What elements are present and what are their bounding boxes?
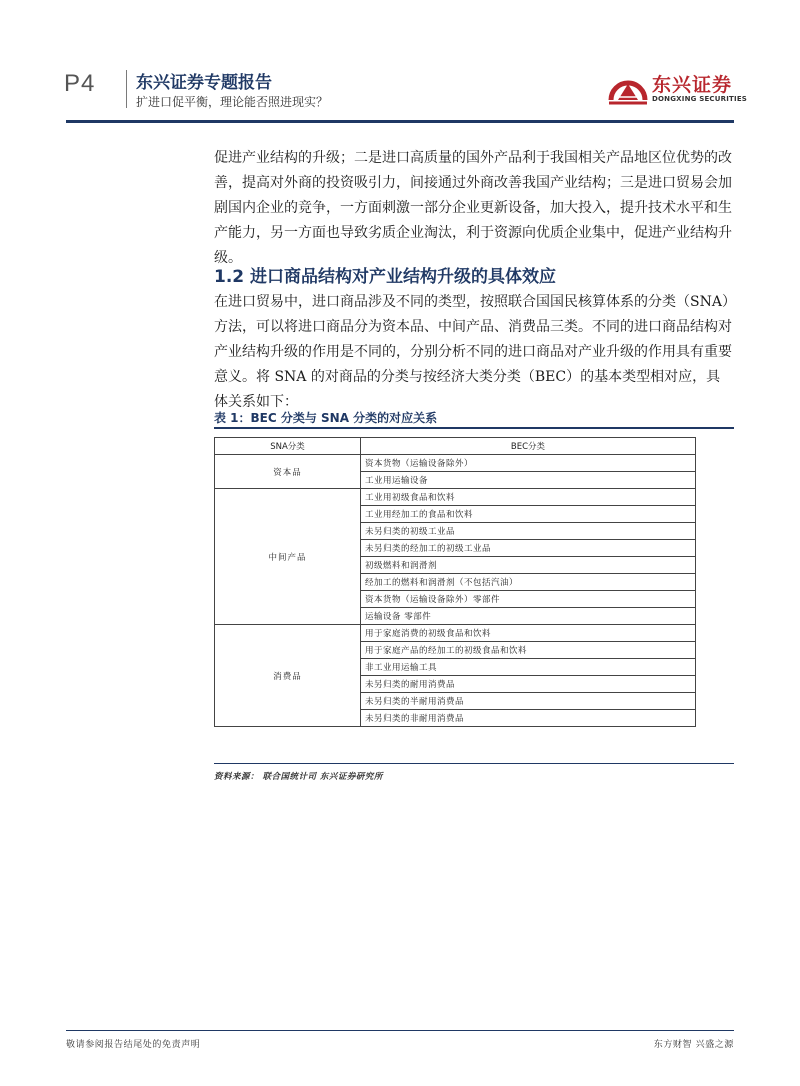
logo-name-cn: 东兴证券 bbox=[652, 74, 733, 96]
header-rule bbox=[66, 120, 734, 123]
table-header-row bbox=[215, 438, 696, 455]
bec-cell: 未另归类的半耐用消费品 bbox=[361, 693, 696, 710]
table-row bbox=[215, 455, 696, 472]
bec-cell: 用于家庭消费的初级食品和饮料 bbox=[361, 625, 696, 642]
bec-cell: 初级燃料和润滑剂 bbox=[361, 557, 696, 574]
bec-cell: 未另归类的非耐用消费品 bbox=[361, 710, 696, 727]
bec-cell: 用于家庭产品的经加工的初级食品和饮料 bbox=[361, 642, 696, 659]
report-subtitle: 扩进口促平衡，理论能否照进现实？ bbox=[136, 95, 329, 109]
header-sna: SNA分类 bbox=[215, 438, 361, 455]
body-paragraph-1: 促进产业结构的升级；二是进口高质量的国外产品利于我国相关产品地区位优势的改善，提高对外商的投资吸引力，间接通过外商改善我国产业结构；三是进口贸易会加剧国内企业的竞争，一方面刺激一部分企业更新设备，加大投入，提升技术水平和生产能力，另一方面也导致劣质企业淘汰，利于资源向优质企业集中，促进产业结构升级。 bbox=[214, 150, 732, 266]
bec-cell: 未另归类的初级工业品 bbox=[361, 523, 696, 540]
bec-cell: 资本货物（运输设备除外）零部件 bbox=[361, 591, 696, 608]
bec-cell: 工业用经加工的食品和饮料 bbox=[361, 506, 696, 523]
bec-cell: 资本货物（运输设备除外） bbox=[361, 455, 696, 472]
company-logo bbox=[607, 66, 757, 110]
table-source: 资料来源： 联合国统计司 东兴证券研究所 bbox=[214, 772, 383, 782]
logo-name-en: DONGXING SECURITIES bbox=[652, 95, 748, 103]
table-row bbox=[215, 489, 696, 506]
table-caption: 表 1：BEC 分类与 SNA 分类的对应关系 bbox=[214, 411, 438, 425]
bec-cell: 运输设备 零部件 bbox=[361, 608, 696, 625]
section-heading: 1.2 进口商品结构对产业结构升级的具体效应 bbox=[214, 267, 557, 287]
body-paragraph-2: 在进口贸易中，进口商品涉及不同的类型，按照联合国国民核算体系的分类（SNA）方法，可以将进口商品分为资本品、中间产品、消费品三类。不同的进口商品结构对产业结构升级的作用是不同的，分别分析不同的进口商品对产业升级的作用具有重要意义。将 SNA 的对商品的分类与按经济大类分类（BEC）的基本类型相对应，具体关系如下： bbox=[214, 294, 732, 410]
bec-cell: 工业用运输设备 bbox=[361, 472, 696, 489]
bec-cell: 未另归类的耐用消费品 bbox=[361, 676, 696, 693]
footer-rule bbox=[66, 1030, 734, 1031]
bec-cell: 未另归类的经加工的初级工业品 bbox=[361, 540, 696, 557]
table-row bbox=[215, 625, 696, 642]
page-number: P4 bbox=[64, 70, 96, 97]
footer-disclaimer: 敬请参阅报告结尾处的免责声明 bbox=[66, 1040, 201, 1050]
report-title: 东兴证券专题报告 bbox=[136, 73, 272, 93]
bec-cell: 经加工的燃料和润滑剂（不包括汽油） bbox=[361, 574, 696, 591]
bec-cell: 工业用初级食品和饮料 bbox=[361, 489, 696, 506]
caption-rule bbox=[214, 427, 734, 429]
bec-sna-table bbox=[214, 437, 696, 727]
sna-cell: 消费品 bbox=[215, 625, 361, 727]
header-bec: BEC分类 bbox=[361, 438, 696, 455]
source-rule bbox=[214, 763, 734, 764]
bec-cell: 非工业用运输工具 bbox=[361, 659, 696, 676]
dongxing-logo-icon bbox=[607, 67, 649, 109]
sna-cell: 资本品 bbox=[215, 455, 361, 489]
footer-slogan: 东方财智 兴盛之源 bbox=[653, 1040, 734, 1050]
header-divider bbox=[126, 70, 127, 108]
sna-cell: 中间产品 bbox=[215, 489, 361, 625]
